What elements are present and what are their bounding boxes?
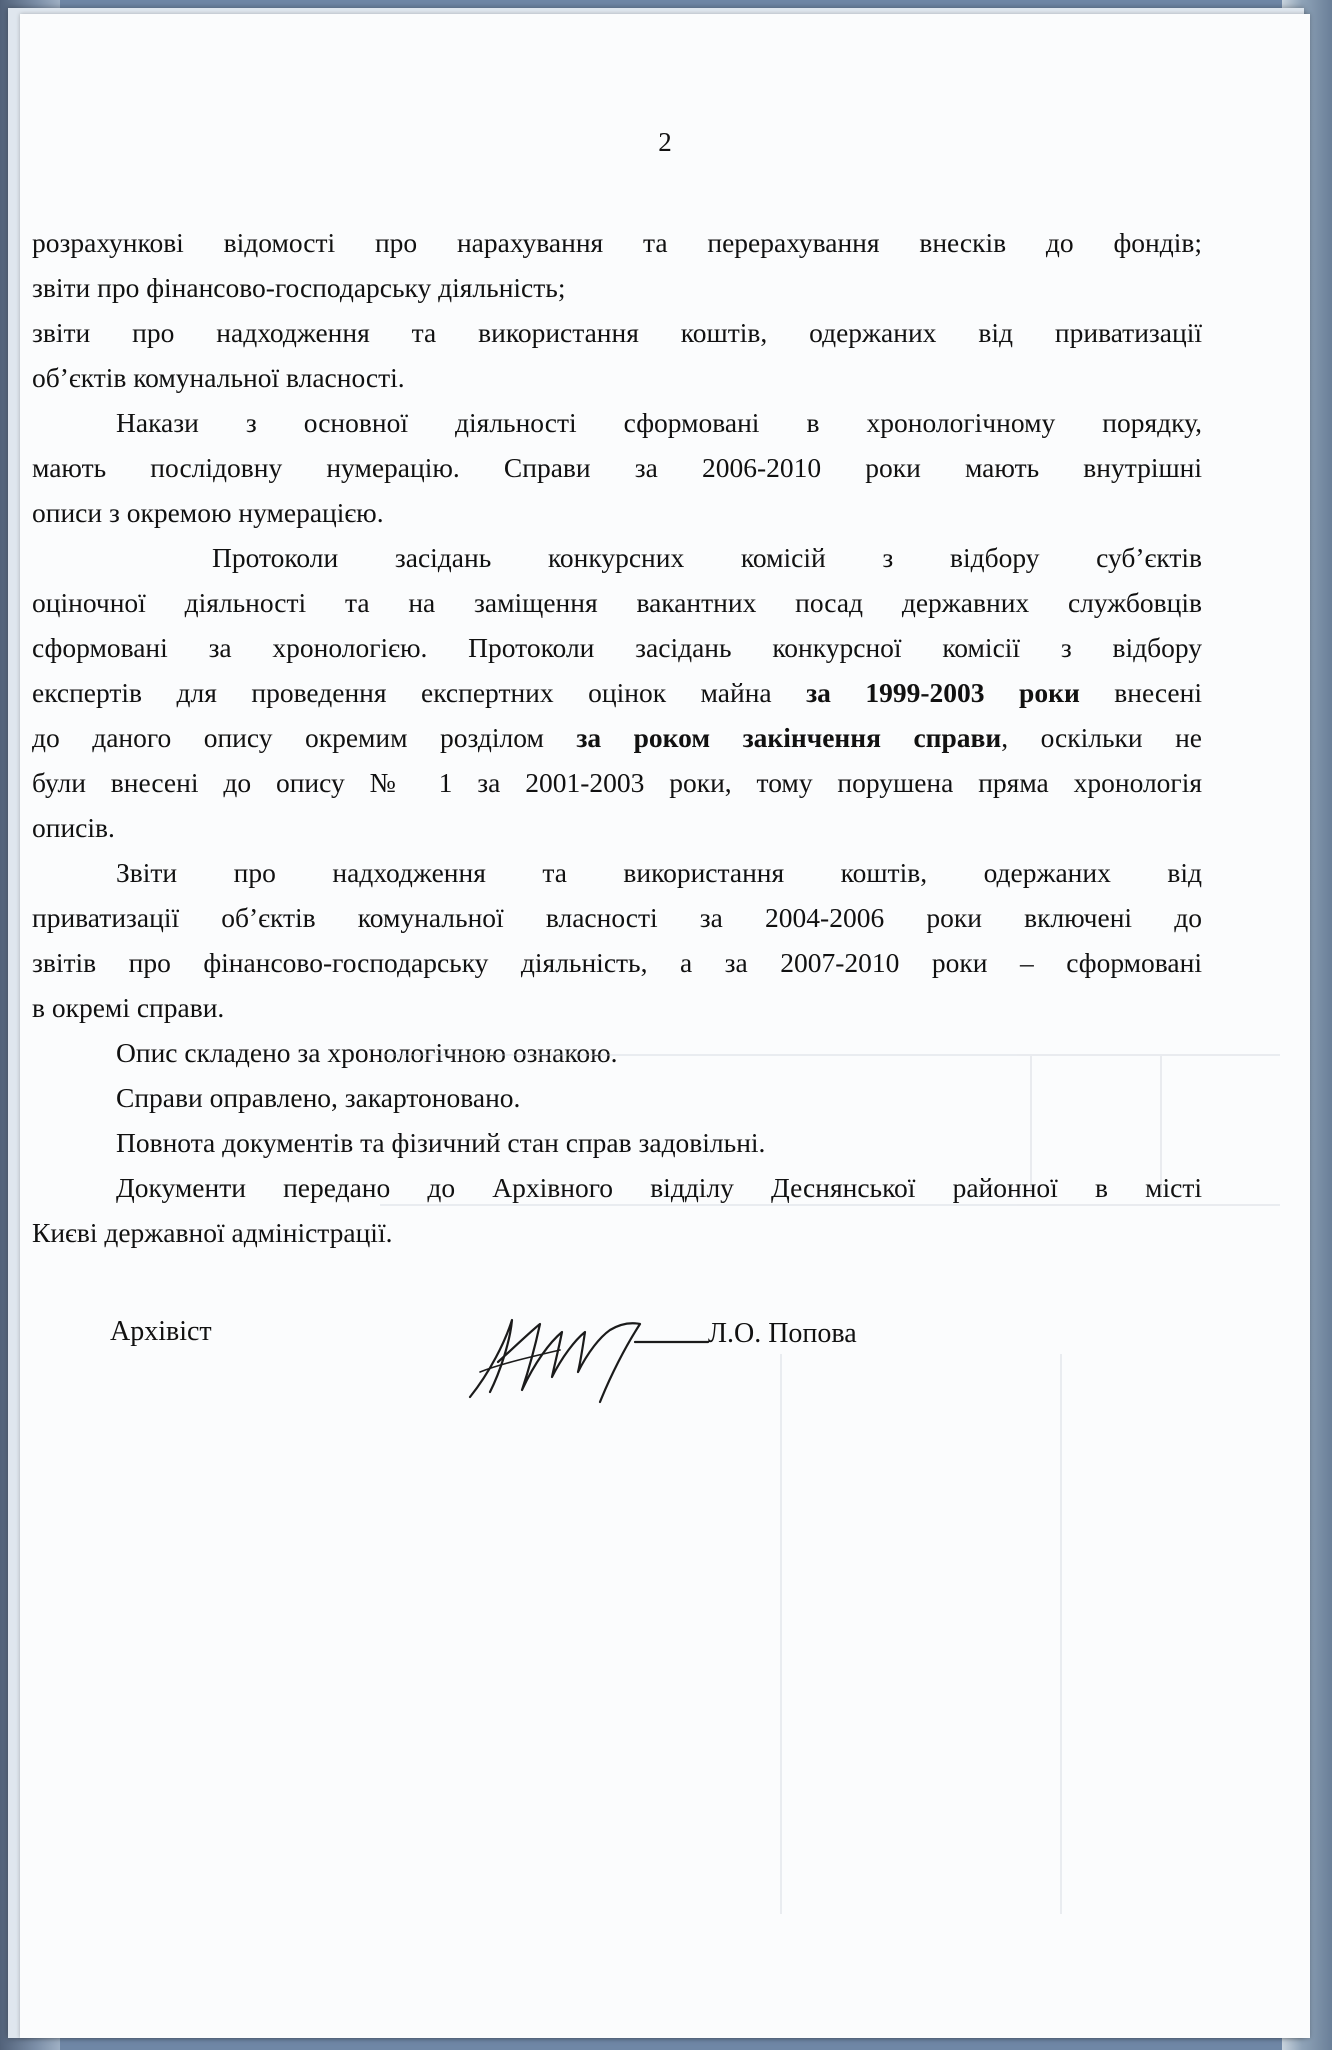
paragraph-4-line-2: приватизації об’єктів комунальної власності за 2004-2006 роки включені до	[32, 902, 1202, 933]
paragraph-1-line-1: розрахункові відомості про нарахування та перерахування внесків до фондів;	[32, 227, 1202, 258]
page-number: 2	[658, 127, 672, 157]
paragraph-4-line-3: звітів про фінансово-господарську діяльність, а за 2007-2010 роки – сформовані	[32, 947, 1202, 978]
paragraph-4-line-4: в окремі справи.	[32, 992, 225, 1023]
paragraph-3-line-1: Протоколи засідань конкурсних комісій з відбору суб’єктів	[212, 542, 1202, 573]
paragraph-3-line-5-text: до даного опису окремим розділом	[32, 722, 577, 753]
paragraph-3-bold-section: за роком закінчення справи	[576, 722, 1002, 753]
paragraph-3-line-5	[32, 715, 1202, 760]
document-body	[32, 220, 1202, 1255]
paragraph-3-line-6: були внесені до опису № 1 за 2001-2003 роки, тому порушена пряма хронологія	[32, 767, 1202, 798]
document-page	[20, 14, 1310, 2038]
paragraph-2-line-1: Накази з основної діяльності сформовані в хронологічному порядку,	[116, 407, 1202, 438]
paragraph-2-line-3: описи з окремою нумерацією.	[32, 497, 384, 528]
paragraph-3-bold-years: за 1999-2003 роки	[806, 677, 1080, 708]
paragraph-4-line-1: Звіти про надходження та використання коштів, одержаних від	[116, 857, 1202, 888]
paragraph-3-line-3: сформовані за хронологією. Протоколи засідань конкурсної комісії з відбору	[32, 632, 1202, 663]
paragraph-6: Справи оправлено, закартоновано.	[116, 1082, 521, 1113]
signer-title: Архівіст	[110, 1316, 212, 1347]
paragraph-3-line-5-end: , оскільки не	[1001, 722, 1202, 753]
paragraph-5: Опис складено за хронологічною ознакою.	[116, 1037, 618, 1068]
paragraph-2-line-2: мають послідовну нумерацію. Справи за 2006-2010 роки мають внутрішні	[32, 452, 1202, 483]
paragraph-1-line-3: звіти про надходження та використання коштів, одержаних від приватизації	[32, 317, 1202, 348]
paragraph-8-line-1: Документи передано до Архівного відділу Деснянської районної в місті	[116, 1172, 1202, 1203]
paragraph-1-line-4: об’єктів комунальної власності.	[32, 362, 405, 393]
paragraph-3-line-4-text: експертів для проведення експертних оцінок майна	[32, 677, 807, 708]
signature-block	[20, 1302, 1310, 1412]
paragraph-3-line-7: описів.	[32, 812, 115, 843]
paragraph-3-line-4	[32, 670, 1202, 715]
signer-name: Л.О. Попова	[708, 1318, 857, 1349]
paragraph-3-line-4-end: внесені	[1079, 677, 1202, 708]
paragraph-1-line-2: звіти про фінансово-господарську діяльність;	[32, 272, 566, 303]
paragraph-7: Повнота документів та фізичний стан справ задовільні.	[116, 1127, 766, 1158]
paragraph-3-line-2: оціночної діяльності та на заміщення вакантних посад державних службовців	[32, 587, 1202, 618]
paragraph-8-line-2: Києві державної адміністрації.	[32, 1217, 393, 1248]
handwritten-signature	[450, 1302, 710, 1412]
